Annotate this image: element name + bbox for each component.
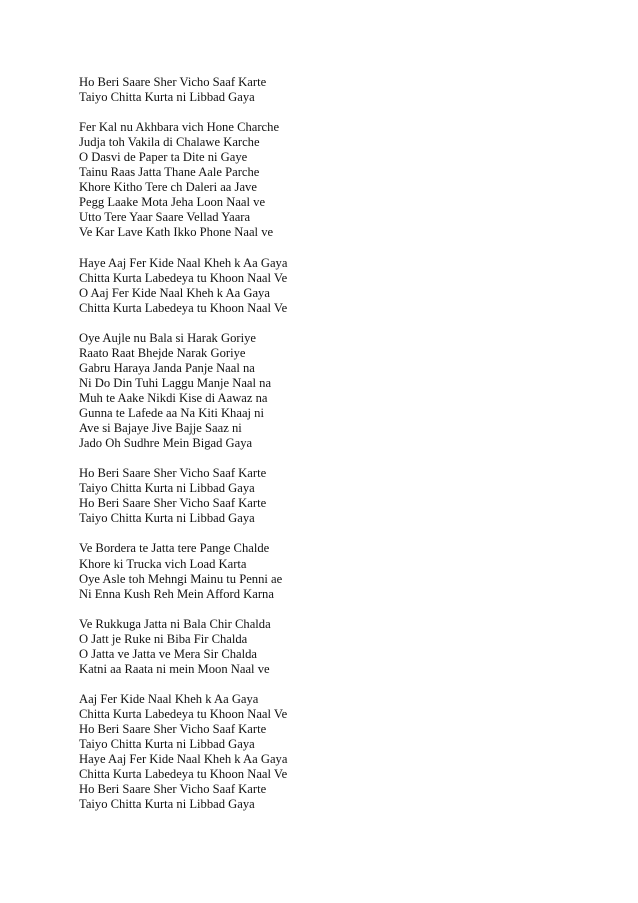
lyric-line: Utto Tere Yaar Saare Vellad Yaara (79, 210, 251, 225)
lyric-line: Chitta Kurta Labedeya tu Khoon Naal Ve (79, 767, 288, 782)
lyric-line: Ve Rukkuga Jatta ni Bala Chir Chalda (79, 616, 271, 631)
lyric-line: Fer Kal nu Akhbara vich Hone Charche (79, 120, 280, 135)
lyric-line: Judja toh Vakila di Chalawe Karche (79, 135, 260, 150)
stanza (79, 617, 599, 677)
lyric-line: O Jatta ve Jatta ve Mera Sir Chalda (79, 646, 258, 661)
lyric-line: Ve Kar Lave Kath Ikko Phone Naal ve (79, 225, 274, 240)
stanza (79, 256, 599, 316)
lyric-line: Taiyo Chitta Kurta ni Libbad Gaya (79, 797, 255, 812)
lyric-line: Gabru Haraya Janda Panje Naal na (79, 360, 255, 375)
lyric-line: Oye Asle toh Mehngi Mainu tu Penni ae (79, 571, 283, 586)
lyric-line: Ni Do Din Tuhi Laggu Manje Naal na (79, 375, 272, 390)
lyric-line: Ho Beri Saare Sher Vicho Saaf Karte (79, 466, 267, 481)
stanza (79, 331, 599, 451)
lyric-line: Haye Aaj Fer Kide Naal Kheh k Aa Gaya (79, 255, 288, 270)
lyric-line: Taiyo Chitta Kurta ni Libbad Gaya (79, 481, 255, 496)
lyric-line: Khore Kitho Tere ch Daleri aa Jave (79, 180, 257, 195)
lyric-line: Taiyo Chitta Kurta ni Libbad Gaya (79, 737, 255, 752)
lyric-line: Ho Beri Saare Sher Vicho Saaf Karte (79, 75, 267, 89)
lyric-line: Chitta Kurta Labedeya tu Khoon Naal Ve (79, 270, 288, 285)
lyric-line: Pegg Laake Mota Jeha Loon Naal ve (79, 195, 266, 210)
lyric-line: Gunna te Lafede aa Na Kiti Khaaj ni (79, 406, 264, 421)
lyric-line: O Jatt je Ruke ni Biba Fir Chalda (79, 631, 248, 646)
lyric-line: Ve Bordera te Jatta tere Pange Chalde (79, 541, 270, 556)
stanza (79, 120, 599, 240)
lyric-line: Taiyo Chitta Kurta ni Libbad Gaya (79, 90, 255, 105)
lyric-line: Ave si Bajaye Jive Bajje Saaz ni (79, 421, 242, 436)
stanza (79, 75, 599, 105)
lyric-line: Katni aa Raata ni mein Moon Naal ve (79, 661, 270, 676)
lyric-line: Muh te Aake Nikdi Kise di Aawaz na (79, 390, 268, 405)
lyric-line: Ho Beri Saare Sher Vicho Saaf Karte (79, 722, 267, 737)
stanza (79, 541, 599, 601)
lyrics-body (79, 75, 599, 827)
lyric-line: Khore ki Trucka vich Load Karta (79, 556, 247, 571)
stanza (79, 692, 599, 812)
lyric-line: Haye Aaj Fer Kide Naal Kheh k Aa Gaya (79, 752, 288, 767)
lyric-line: Taiyo Chitta Kurta ni Libbad Gaya (79, 511, 255, 526)
lyric-line: O Dasvi de Paper ta Dite ni Gaye (79, 150, 248, 165)
lyric-line: Chitta Kurta Labedeya tu Khoon Naal Ve (79, 706, 288, 721)
lyric-line: Aaj Fer Kide Naal Kheh k Aa Gaya (79, 691, 259, 706)
lyric-line: Jado Oh Sudhre Mein Bigad Gaya (79, 436, 253, 451)
lyric-line: O Aaj Fer Kide Naal Kheh k Aa Gaya (79, 285, 270, 300)
lyric-line: Ni Enna Kush Reh Mein Afford Karna (79, 586, 274, 601)
lyric-line: Oye Aujle nu Bala si Harak Goriye (79, 330, 256, 345)
lyric-line: Chitta Kurta Labedeya tu Khoon Naal Ve (79, 300, 288, 315)
lyric-line: Tainu Raas Jatta Thane Aale Parche (79, 165, 260, 180)
lyric-line: Raato Raat Bhejde Narak Goriye (79, 345, 246, 360)
stanza (79, 466, 599, 526)
lyric-line: Ho Beri Saare Sher Vicho Saaf Karte (79, 496, 267, 511)
lyric-line: Ho Beri Saare Sher Vicho Saaf Karte (79, 782, 267, 797)
